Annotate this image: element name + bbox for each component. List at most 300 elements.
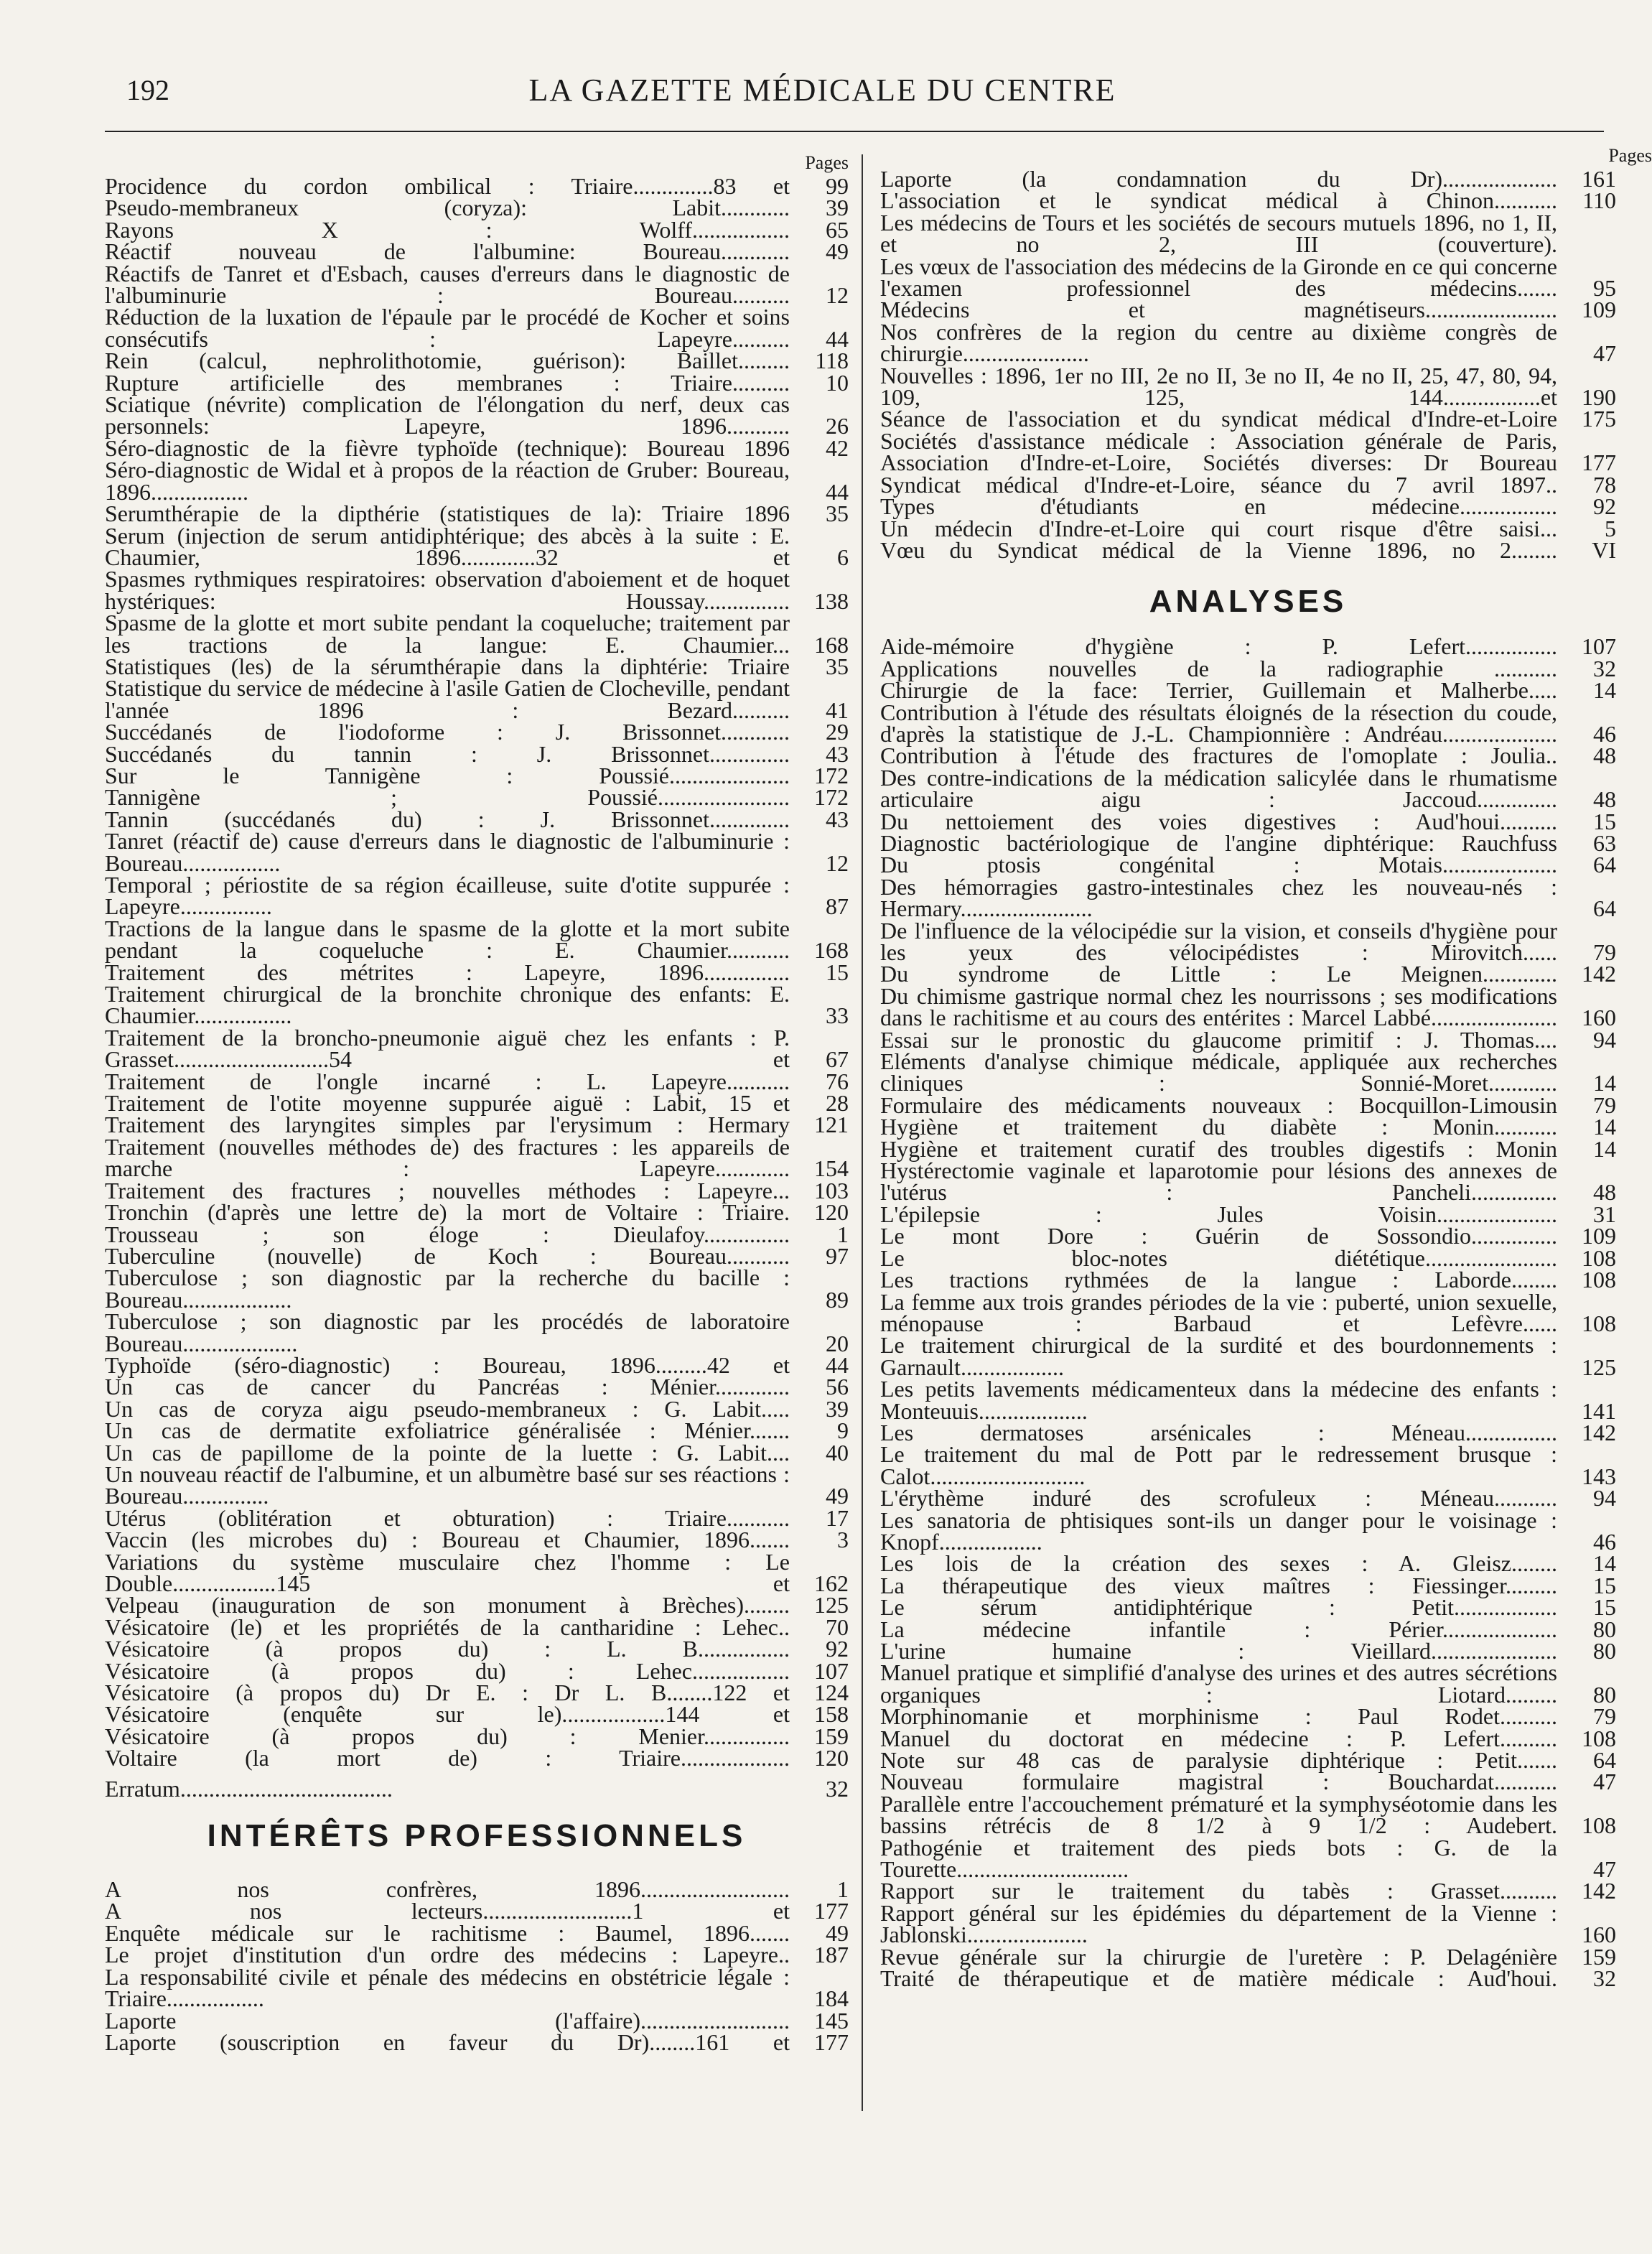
- index-entry: [105, 1068, 849, 1094]
- entry-text: Des hémorragies gastro-intestinales chez les nouveau-nés : Hermary.......................: [880, 873, 1557, 922]
- index-entry: [880, 1550, 1616, 1577]
- index-entry: [880, 1419, 1616, 1445]
- entry-pages: 47: [1593, 1856, 1616, 1883]
- entry-text: Traitement de l'otite moyenne suppurée aiguë : Labit, 15 et: [105, 1090, 790, 1117]
- entry-text: Aide-mémoire d'hygiène : P. Lefert................: [880, 633, 1557, 660]
- entry-text: Tuberculose ; son diagnostic par les procédés de laboratoire Boureau....................: [105, 1308, 790, 1356]
- entry-text: Nos confrères de la region du centre au dixième congrès de chirurgie......................: [880, 318, 1557, 367]
- entry-pages: 97: [826, 1242, 849, 1269]
- interets-list: [105, 1878, 849, 2053]
- entry-text: Revue générale sur la chirurgie de l'uretère : P. Delagénière: [880, 1943, 1557, 1970]
- entry-text: Les petits lavements médicamenteux dans la médecine des enfants : Monteuuis...................: [880, 1376, 1557, 1424]
- entry-text: Traitement des métrites : Lapeyre, 1896...............: [105, 959, 790, 985]
- index-entry: [880, 1288, 1616, 1336]
- index-entry: [105, 1613, 849, 1640]
- entry-pages: 125: [814, 1592, 849, 1619]
- entry-text: Vésicatoire (à propos du) : Menier...............: [105, 1723, 790, 1749]
- entry-text: La médecine infantile : Périer....................: [880, 1616, 1557, 1642]
- index-entry: [880, 168, 1616, 190]
- entry-text: Médecins et magnétiseurs.......................: [880, 297, 1557, 323]
- index-entry: [105, 522, 849, 570]
- entry-text: L'érythème induré des scrofuleux : Méneau...........: [880, 1485, 1557, 1512]
- entry-text: Statistique du service de médecine à l'asile Gatien de Clocheville, pendant l'année 1896 : Bezard..........: [105, 675, 790, 723]
- entry-text: Hystérectomie vaginale et laparotomie pour lésions des annexes de l'utérus : Pancheli...............: [880, 1158, 1557, 1206]
- entry-pages: 64: [1593, 852, 1616, 878]
- entry-text: Hygiène et traitement du diabète : Monin...........: [880, 1114, 1557, 1140]
- index-entry: [880, 852, 1616, 878]
- entry-text: Les lois de la création des sexes : A. Gleisz........: [880, 1550, 1557, 1577]
- index-entry: [880, 1594, 1616, 1621]
- entry-text: Des contre-indications de la médication salicylée dans le rhumatisme articulaire aigu : Jaccoud..............: [880, 764, 1557, 813]
- entry-text: Note sur 48 cas de paralysie diphtérique : Petit.......: [880, 1747, 1557, 1774]
- index-entry: [105, 260, 849, 309]
- entry-text: Réduction de la luxation de l'épaule par le procédé de Kocher et soins consécutifs : Lapeyre..........: [105, 304, 790, 352]
- entry-text: Laporte (l'affaire)..........................: [105, 2007, 790, 2034]
- entry-pages: 142: [1582, 1419, 1616, 1445]
- index-entry: [880, 742, 1616, 769]
- right-index-list: [880, 168, 1616, 561]
- entry-pages: 177: [814, 2029, 849, 2055]
- entry-pages: 87: [826, 893, 849, 920]
- index-entry: [880, 1747, 1616, 1774]
- entry-text: Les tractions rythmées de la langue : Laborde........: [880, 1267, 1557, 1293]
- entry-pages: 142: [1582, 1878, 1616, 1904]
- index-entry: [105, 1242, 849, 1269]
- entry-pages: 190: [1582, 384, 1616, 411]
- erratum-entry: [105, 1775, 849, 1802]
- entry-pages: 162: [814, 1570, 849, 1596]
- index-entry: [880, 362, 1616, 411]
- entry-text: L'urine humaine : Vieillard......................: [880, 1638, 1557, 1664]
- entry-pages: 142: [1582, 961, 1616, 987]
- entry-text: Du ptosis congénital : Motais....................: [880, 852, 1557, 878]
- index-entry: [105, 1592, 849, 1619]
- index-entry: [880, 406, 1616, 432]
- entry-text: Traitement de la broncho-pneumonie aiguë chez les enfants : P. Grasset...........................54 et: [105, 1024, 790, 1073]
- entry-pages: 3: [837, 1527, 849, 1553]
- entry-text: Les vœux de l'association des médecins de la Gironde en ce qui concerne l'examen professionnel des médecins.......: [880, 253, 1557, 302]
- entry-text: Formulaire des médicaments nouveaux : Bocquillon-Limousin: [880, 1091, 1557, 1118]
- index-entry: [105, 1527, 849, 1553]
- entry-pages: 92: [1593, 493, 1616, 520]
- index-entry: [105, 677, 849, 721]
- index-entry: [880, 1203, 1616, 1225]
- entry-pages: 145: [814, 2007, 849, 2034]
- index-entry: [105, 1024, 849, 1073]
- entry-pages: 1: [837, 1876, 849, 1903]
- entry-text: Séro-diagnostic de Widal et à propos de la réaction de Gruber: Boureau, 1896.................: [105, 457, 790, 505]
- entry-text: Chirurgie de la face: Terrier, Guillemain et Malherbe.....: [880, 677, 1557, 704]
- entry-text: Typhoïde (séro-diagnostic) : Boureau, 1896.........42 et: [105, 1351, 790, 1378]
- index-entry: [105, 306, 849, 350]
- index-entry: [105, 1221, 849, 1247]
- entry-pages: 118: [815, 348, 849, 374]
- entry-text: Tuberculine (nouvelle) de Koch : Boureau...........: [105, 1242, 790, 1269]
- entry-pages: 109: [1582, 297, 1616, 323]
- entry-text: Contribution à l'étude des résultats éloignés de la résection du coude, d'après la statistique de J.-L. Championnière : Andréau....................: [880, 699, 1557, 747]
- entry-pages: 17: [826, 1504, 849, 1531]
- entry-text: Les dermatoses arsénicales : Méneau................: [880, 1419, 1557, 1445]
- entry-text: Tannin (succédanés du) : J. Brissonnet..............: [105, 806, 790, 832]
- index-entry: [105, 1463, 849, 1507]
- page-number: 192: [126, 74, 169, 106]
- entry-text: La femme aux trois grandes périodes de la vie : puberté, union sexuelle, ménopause : Barbaud et Lefèvre......: [880, 1288, 1557, 1336]
- index-entry: [880, 764, 1616, 813]
- entry-pages: VI: [1592, 536, 1616, 563]
- entry-pages: 14: [1593, 1070, 1616, 1096]
- entry-pages: 79: [1593, 1091, 1616, 1118]
- pages-label-right: Pages: [1608, 145, 1652, 166]
- entry-pages: 109: [1582, 1223, 1616, 1249]
- entry-text: Réactif nouveau de l'albumine: Boureau............: [105, 238, 790, 265]
- index-entry: [880, 1158, 1616, 1206]
- entry-pages: 9: [837, 1417, 849, 1444]
- index-entry: [105, 806, 849, 832]
- entry-text: La thérapeutique des vieux maîtres : Fiessinger.........: [880, 1572, 1557, 1598]
- entry-text: Nouvelles : 1896, 1er no III, 2e no II, 3e no II, 4e no II, 25, 47, 80, 94, 109, 125, 144.................et: [880, 362, 1557, 411]
- entry-pages: 47: [1593, 340, 1616, 367]
- entry-text: Sociétés d'assistance médicale : Association générale de Paris, Association d'Indre-et-Loire, Sociétés diverses: Dr Boureau: [880, 427, 1557, 476]
- index-entry: [105, 1747, 849, 1769]
- entry-pages: 39: [826, 195, 849, 221]
- entry-text: Tannigène ; Poussié.......................: [105, 784, 790, 811]
- entry-text: Spasme de la glotte et mort subite pendant la coqueluche; traitement par les tractions de la langue: E. Chaumier...: [105, 610, 790, 658]
- index-entry: [105, 1177, 849, 1203]
- index-entry: [880, 493, 1616, 520]
- entry-text: Traitement (nouvelles méthodes de) des fractures : les appareils de marche : Lapeyre.............: [105, 1133, 790, 1182]
- entry-text: Les médecins de Tours et les sociétés de secours mutuels 1896, no 1, II, et no 2, III (couverture).: [880, 209, 1557, 258]
- entry-pages: 46: [1593, 1528, 1616, 1555]
- index-entry: [880, 471, 1616, 498]
- entry-text: Manuel pratique et simplifié d'analyse des urines et des autres sécrétions organiques : Liotard.........: [880, 1659, 1557, 1708]
- index-entry: [105, 500, 849, 527]
- entry-text: Types d'étudiants en médecine.................: [880, 493, 1557, 520]
- entry-pages: 15: [1593, 808, 1616, 834]
- entry-text: De l'influence de la vélocipédie sur la vision, et conseils d'hygiène pour les yeux des vélocipédistes : Mirovitch......: [880, 917, 1557, 965]
- entry-text: L'association et le syndicat médical à Chinon...........: [880, 187, 1557, 214]
- entry-text: Du syndrome de Little : Le Meignen.............: [880, 961, 1557, 987]
- entry-pages: 47: [1593, 1769, 1616, 1795]
- entry-text: Rapport sur le traitement du tabès : Grasset..........: [880, 1878, 1557, 1904]
- entry-pages: 89: [826, 1286, 849, 1313]
- entry-text: Laporte (la condamnation du Dr)....................: [880, 166, 1557, 192]
- index-entry: [105, 1963, 849, 2012]
- entry-pages: 12: [826, 849, 849, 876]
- section-heading-interets: INTÉRÊTS PROFESSIONNELS: [207, 1818, 747, 1854]
- entry-pages: 43: [826, 740, 849, 767]
- index-entry: [880, 829, 1616, 856]
- entry-text: Pseudo-membraneux (coryza): Labit............: [105, 195, 790, 221]
- entry-text: Parallèle entre l'accouchement prématuré et la symphyséotomie dans les bassins rétrécis de 8 1/2 à 9 1/2 : Audebert.: [880, 1790, 1557, 1839]
- entry-text: Trousseau ; son éloge : Dieulafoy...............: [105, 1221, 790, 1247]
- index-entry: [105, 830, 849, 874]
- entry-pages: 40: [826, 1439, 849, 1466]
- header-rule: [105, 131, 1604, 132]
- entry-text: Tractions de la langue dans le spasme de la glotte et la mort subite pendant la coqueluche : E. Chaumier...........: [105, 915, 790, 964]
- entry-text: Un cas de cancer du Pancréas : Ménier.............: [105, 1374, 790, 1400]
- index-entry: [880, 808, 1616, 834]
- entry-pages: 6: [837, 544, 849, 570]
- entry-text: Applications nouvelles de la radiographie ...........: [880, 655, 1557, 681]
- index-entry: [880, 1091, 1616, 1118]
- entry-pages: 95: [1593, 275, 1616, 302]
- index-entry: [880, 1443, 1616, 1487]
- entry-text: L'épilepsie : Jules Voisin.....................: [880, 1201, 1557, 1227]
- entry-text: Manuel du doctorat en médecine : P. Lefert..........: [880, 1725, 1557, 1751]
- entry-pages: 184: [814, 1985, 849, 2012]
- running-title: LA GAZETTE MÉDICALE DU CENTRE: [528, 73, 1116, 108]
- entry-text: Réactifs de Tanret et d'Esbach, causes d'erreurs dans le diagnostic de l'albuminurie : Boureau..........: [105, 260, 790, 309]
- entry-text: Du nettoiement des voies digestives : Aud'houi..........: [880, 808, 1557, 834]
- index-entry: [880, 699, 1616, 747]
- entry-pages: 108: [1582, 1267, 1616, 1293]
- index-entry: [880, 1616, 1616, 1642]
- entry-text: Tronchin (d'après une lettre de) la mort de Voltaire : Triaire.: [105, 1199, 790, 1226]
- entry-text: Traitement des laryngites simples par l'erysimum : Hermary: [105, 1112, 790, 1138]
- index-entry: [880, 209, 1616, 258]
- entry-pages: 42: [826, 434, 849, 461]
- entry-pages: 35: [826, 653, 849, 679]
- entry-pages: 168: [814, 631, 849, 658]
- entry-pages: 99: [826, 173, 849, 199]
- index-entry: [105, 961, 849, 983]
- entry-pages: 41: [826, 697, 849, 723]
- entry-pages: 168: [814, 937, 849, 964]
- pages-label: Pages: [805, 152, 849, 173]
- entry-pages: 64: [1593, 895, 1616, 922]
- entry-text: La responsabilité civile et pénale des médecins en obstétricie légale : Triaire.................: [105, 1963, 790, 2012]
- index-entry: [880, 1572, 1616, 1598]
- entry-pages: 160: [1582, 1922, 1616, 1948]
- index-entry: [105, 1417, 849, 1444]
- index-entry: [880, 633, 1616, 660]
- entry-text: Procidence du cordon ombilical : Triaire..............83 et: [105, 173, 790, 199]
- index-entry: [105, 1439, 849, 1466]
- entry-text: Essai sur le pronostic du glaucome primitif : J. Thomas....: [880, 1026, 1557, 1053]
- entry-text: Utérus (oblitération et obturation) : Triaire...........: [105, 1504, 790, 1531]
- index-entry: [105, 1876, 849, 1903]
- index-entry: [105, 1919, 849, 1946]
- entry-pages: 177: [814, 1898, 849, 1924]
- index-entry: [105, 2007, 849, 2034]
- index-entry: [880, 427, 1616, 476]
- entry-text: Le mont Dore : Guérin de Sossondio...............: [880, 1223, 1557, 1249]
- entry-text: Traitement de l'ongle incarné : L. Lapeyre...........: [105, 1068, 790, 1094]
- entry-text: Statistiques (les) de la sérumthérapie dans la diphtérie: Triaire: [105, 653, 790, 679]
- entry-pages: 159: [814, 1723, 849, 1749]
- entry-pages: 48: [1593, 742, 1616, 769]
- index-entry: [105, 1504, 849, 1531]
- entry-pages: 125: [1582, 1354, 1616, 1380]
- entry-text: Laporte (souscription en faveur du Dr)........161 et: [105, 2029, 790, 2055]
- entry-pages: 10: [826, 369, 849, 396]
- entry-text: Rein (calcul, nephrolithotomie, guérison): Baillet.........: [105, 348, 790, 374]
- entry-pages: 15: [1593, 1594, 1616, 1621]
- entry-pages: 80: [1593, 1681, 1616, 1708]
- entry-pages: 44: [826, 478, 849, 505]
- entry-pages: 79: [1593, 939, 1616, 965]
- entry-text: Vésicatoire (à propos du) Dr E. : Dr L. B........122 et: [105, 1680, 790, 1706]
- index-entry: [105, 1723, 849, 1749]
- index-entry: [880, 1790, 1616, 1839]
- entry-text: Le sérum antidiphtérique : Petit..................: [880, 1594, 1557, 1621]
- index-entry: [880, 1334, 1616, 1378]
- index-entry: [105, 1680, 849, 1706]
- entry-pages: 107: [1582, 633, 1616, 660]
- index-entry: [105, 784, 849, 811]
- entry-pages: 172: [814, 762, 849, 788]
- entry-text: Vésicatoire (à propos du) : Lehec.................: [105, 1657, 790, 1684]
- entry-pages: 65: [826, 216, 849, 243]
- entry-text: Le projet d'institution d'un ordre des médecins : Lapeyre..: [105, 1942, 790, 1968]
- entry-text: Succédanés du tannin : J. Brissonnet..............: [105, 740, 790, 767]
- entry-text: Le traitement chirurgical de la surdité et des bourdonnements : Garnault..................: [880, 1332, 1557, 1380]
- entry-text: Les sanatoria de phtisiques sont-ils un danger pour le voisinage : Knopf..................: [880, 1506, 1557, 1555]
- index-entry: [880, 873, 1616, 922]
- entry-pages: 43: [826, 806, 849, 832]
- entry-pages: 94: [1593, 1485, 1616, 1512]
- entry-text: Un cas de dermatite exfoliatrice généralisée : Ménier.......: [105, 1417, 790, 1444]
- index-entry: [880, 1899, 1616, 1948]
- index-entry: [105, 393, 849, 437]
- index-entry: [105, 1636, 849, 1662]
- entry-pages: 108: [1582, 1244, 1616, 1271]
- index-entry: [105, 983, 849, 1027]
- entry-pages: 32: [1593, 655, 1616, 681]
- entry-text: Eléments d'analyse chimique médicale, appliquée aux recherches cliniques : Sonnié-Moret............: [880, 1048, 1557, 1096]
- index-entry: [880, 253, 1616, 302]
- entry-text: Rapport général sur les épidémies du département de la Vienne : Jablonski.....................: [880, 1899, 1557, 1948]
- index-entry: [880, 318, 1616, 367]
- entry-pages: 33: [826, 1002, 849, 1029]
- entry-pages: 120: [814, 1199, 849, 1226]
- entry-text: Le bloc-notes diététique.......................: [880, 1244, 1557, 1271]
- index-entry: [880, 1725, 1616, 1751]
- index-entry: [880, 677, 1616, 704]
- entry-text: Morphinomanie et morphinisme : Paul Rodet..........: [880, 1703, 1557, 1730]
- index-entry: [105, 915, 849, 964]
- entry-pages: 107: [814, 1657, 849, 1684]
- entry-pages: 14: [1593, 677, 1616, 704]
- index-entry: [105, 1199, 849, 1226]
- entry-pages: 177: [1582, 450, 1616, 476]
- entry-pages: 14: [1593, 1114, 1616, 1140]
- index-entry: [880, 917, 1616, 965]
- entry-pages: 143: [1582, 1463, 1616, 1489]
- index-entry: [105, 195, 849, 221]
- index-entry: [105, 740, 849, 767]
- index-entry: [105, 1900, 849, 1922]
- entry-pages: 108: [1582, 1725, 1616, 1751]
- index-entry: [105, 1657, 849, 1684]
- entry-text: Syndicat médical d'Indre-et-Loire, séance du 7 avril 1897..: [880, 471, 1557, 498]
- index-entry: [880, 1485, 1616, 1512]
- entry-text: Du chimisme gastrique normal chez les nourrissons ; ses modifications dans le rachitisme et au cours des entérites : Marcel Labbé......................: [880, 982, 1557, 1031]
- entry-text: Voltaire (la mort de) : Triaire...................: [105, 1745, 790, 1771]
- entry-pages: 161: [1582, 166, 1616, 192]
- entry-pages: 154: [814, 1155, 849, 1182]
- column-divider: [862, 154, 863, 2111]
- index-entry: [880, 1225, 1616, 1247]
- index-entry: [880, 1769, 1616, 1795]
- index-entry: [105, 238, 849, 265]
- index-entry: [105, 459, 849, 503]
- entry-pages: 32: [1593, 1965, 1616, 1992]
- index-entry: [880, 1048, 1616, 1096]
- entry-text: Vésicatoire (le) et les propriétés de la cantharidine : Lehec..: [105, 1613, 790, 1640]
- entry-pages: 14: [1593, 1550, 1616, 1577]
- entry-pages: 159: [1582, 1943, 1616, 1970]
- entry-text: Un cas de coryza aigu pseudo-membraneux : G. Labit.....: [105, 1395, 790, 1422]
- index-entry: [880, 1834, 1616, 1883]
- entry-pages: 187: [814, 1942, 849, 1968]
- index-entry: [105, 1701, 849, 1728]
- entry-pages: 172: [814, 784, 849, 811]
- analyses-list: [880, 633, 1616, 1992]
- entry-text: Un médecin d'Indre-et-Loire qui court risque d'être saisi...: [880, 515, 1557, 541]
- entry-text: Hygiène et traitement curatif des troubles digestifs : Monin: [880, 1135, 1557, 1162]
- entry-pages: 46: [1593, 720, 1616, 747]
- entry-pages: 138: [814, 587, 849, 614]
- index-entry: [105, 1374, 849, 1400]
- index-entry: [880, 1244, 1616, 1271]
- index-entry: [880, 1135, 1616, 1162]
- entry-pages: 44: [826, 325, 849, 352]
- index-entry: [880, 536, 1616, 563]
- entry-pages: 70: [826, 1613, 849, 1640]
- entry-pages: 160: [1582, 1005, 1616, 1031]
- right-column: [880, 145, 1652, 1992]
- entry-text: Rupture artificielle des membranes : Triaire..........: [105, 369, 790, 396]
- index-entry: [880, 187, 1616, 214]
- entry-pages: 56: [826, 1374, 849, 1400]
- entry-text: Velpeau (inauguration de son monument à Brèches)........: [105, 1592, 790, 1619]
- index-entry: [105, 1265, 849, 1313]
- entry-pages: 175: [1582, 406, 1616, 432]
- index-entry: [880, 1659, 1616, 1708]
- index-entry: [880, 655, 1616, 681]
- entry-pages: 94: [1593, 1026, 1616, 1053]
- entry-pages: 78: [1593, 471, 1616, 498]
- entry-text: Sciatique (névrite) complication de l'élongation du nerf, deux cas personnels: Lapeyre, 1896...........: [105, 391, 790, 439]
- entry-pages: 80: [1593, 1616, 1616, 1642]
- index-entry: [105, 369, 849, 396]
- index-entry: [880, 1114, 1616, 1140]
- index-entry: [105, 612, 849, 656]
- entry-pages: 20: [826, 1330, 849, 1356]
- index-entry: [880, 1378, 1616, 1422]
- index-entry: [105, 1090, 849, 1117]
- index-entry: [105, 653, 849, 679]
- entry-pages: 32: [826, 1775, 849, 1802]
- entry-pages: 48: [1593, 1179, 1616, 1206]
- index-entry: [880, 1026, 1616, 1053]
- entry-text: Erratum.....................................: [105, 1775, 393, 1802]
- entry-text: Spasmes rythmiques respiratoires: observation d'aboiement et de hoquet hystériques: Houssay...............: [105, 566, 790, 614]
- index-entry: [880, 1267, 1616, 1293]
- entry-pages: 64: [1593, 1747, 1616, 1774]
- index-entry: [105, 434, 849, 461]
- entry-pages: 92: [826, 1636, 849, 1662]
- index-entry: [105, 1548, 849, 1596]
- entry-pages: 79: [1593, 1703, 1616, 1730]
- entry-pages: 12: [826, 282, 849, 309]
- entry-pages: 31: [1593, 1201, 1616, 1227]
- index-entry: [880, 982, 1616, 1031]
- entry-pages: 124: [814, 1680, 849, 1706]
- entry-pages: 108: [1582, 1812, 1616, 1839]
- entry-pages: 110: [1582, 187, 1616, 214]
